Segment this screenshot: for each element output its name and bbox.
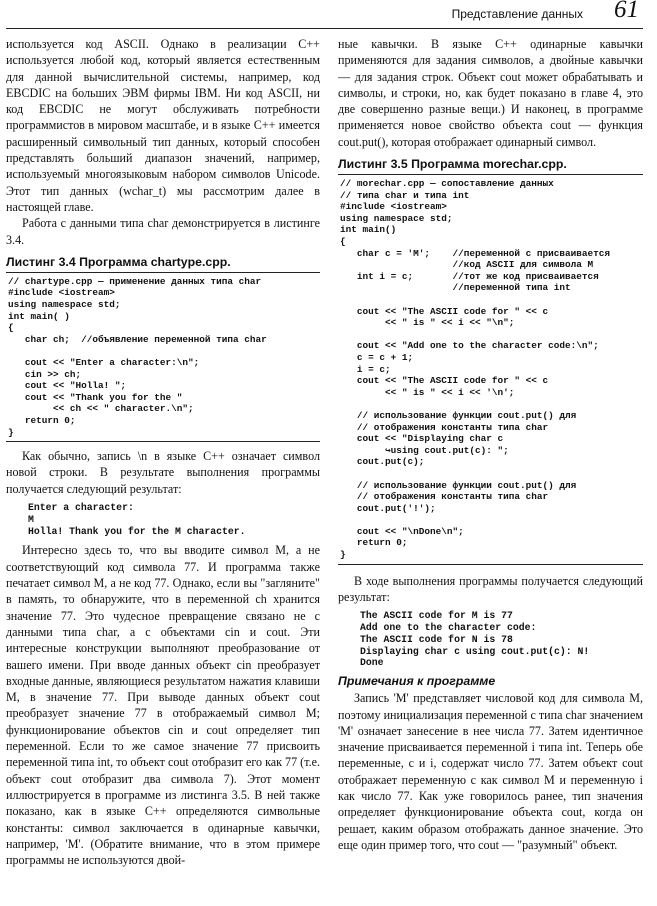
section-heading: Примечания к программе (338, 674, 496, 689)
paragraph: Запись 'M' представляет числовой код для символа M, поэтому инициализация переменной c типа char значением 'M' означает занесение в нее числа 77. Затем идентичное значение присваивается переменной i типа int. Теперь обе переменные, c и i, содержат число 77. Затем объект cout отображает переменную c как символ M и переменную i как число 77. Как уже говорилось ранее, тип значения определяет функционирование объекта cout, когда он решает, каким образом отображать данное значение. Это еще один пример того, что cout — "разумный" объект. (338, 691, 643, 852)
paragraph: В ходе выполнения программы получается следующий результат: (338, 573, 643, 604)
paragraph: Интересно здесь то, что вы вводите символ M, а не соответствующий код символа 77. И программа также печатает символ M, а не код 77. Однако, если вы "загляните" в память, то обнаружите, что в переменной ch хранится значение 77. Это чудесное превращение связано не с данными типа char, а с объектами cin и cout. Эти интересные конструкции выполняют преобразование от вашего имени. При вводе данных объект cin преобразует входные данные, являющиеся результатом нажатия клавиши M, в значение 77. При выводе данных объект cout преобразует значение 77 в отображаемый символ M; функционирование объектов cin и cout определяет тип переменной. Если то же самое значение 77 присвоить переменной типа int, то объект cout отобразит его как 77 (т.е. объект cout отобразит два символа 7). Этот момент иллюстрируется в программе из листинга 3.5. В ней также показано, как в языке C++ определяются символьные константы: символ заключается в одинарные кавычки, например, 'M'. (Обратите внимание, что в этом примере программы не используются двой- (6, 543, 320, 868)
program-output: Enter a character: M Holla! Thank you for the M character. (28, 502, 246, 537)
code-listing: // morechar.cpp — сопоставление данных // типа char и типа int #include <iostream> using namespace std; int main() { char c = 'M'; //переменной c присваивается //код ASCII для символа M int i = c; //тот же код присваивается //переменной типа int cout << "The ASCII code for " << c << " is " << i << "\n"; cout << "Add one to the character code:\n"; c = c + 1; i = c; cout << "The ASCII code for " << c << " is " << i << '\n'; // использование функции cout.put() для // отображения константы типа char cout << "Displaying char c ↪using cout.put(c): "; cout.put(c); // использование функции cout.put() для // отображения константы типа char cout.put('!'); cout << "\nDone\n"; return 0; } (338, 175, 643, 565)
page-header (6, 0, 643, 29)
running-head: Представление данных (451, 7, 583, 21)
listing-title: Листинг 3.4 Программа chartype.cpp. (6, 255, 320, 273)
listing-title: Листинг 3.5 Программа morechar.cpp. (338, 157, 643, 175)
left-column (6, 36, 320, 868)
paragraph: Как обычно, запись \n в языке C++ означает символ новой строки. В результате выполнения программы получается следующий результат: (6, 449, 320, 496)
right-column (338, 36, 643, 853)
program-output: The ASCII code for M is 77 Add one to the character code: The ASCII code for N is 78 Displaying char c using cout.put(c): N! Done (360, 610, 590, 669)
paragraph: ные кавычки. В языке C++ одинарные кавычки применяются для задания символов, а двойные кавычки — для задания строк. Объект cout может обрабатывать и символы, и строки, но, как будет показано в главе 4, это две совершенно разные вещи.) И наконец, в программе применяется новое свойство объекта cout — функция cout.put(), которая отображает одинарный символ. (338, 37, 643, 149)
page-number: 61 (614, 0, 639, 23)
code-listing: // chartype.cpp — применение данных типа char #include <iostream> using namespace std; int main( ) { char ch; //объявление переменной типа char cout << "Enter a character:\n"; cin >> ch; cout << "Holla! "; cout << "Thank you for the " << ch << " character.\n"; return 0; } (6, 273, 320, 442)
paragraph: используется код ASCII. Однако в реализации C++ используется любой код, который является естественным для данной вычислительной системы, например, код EBCDIC на больших ЭВМ фирмы IBM. Ни код ASCII, ни код EBCDIC не могут обслуживать потребности программистов в мировом масштабе, и в языке C++ имеется расширенный символьный тип данных, который способен представлять больший диапазон значений, например, используемый многоязыковым набором символов Unicode. Этот тип данных (wchar_t) мы рассмотрим далее в настоящей главе. (6, 37, 320, 214)
paragraph: Работа с данными типа char демонстрируется в листинге 3.4. (6, 216, 320, 247)
